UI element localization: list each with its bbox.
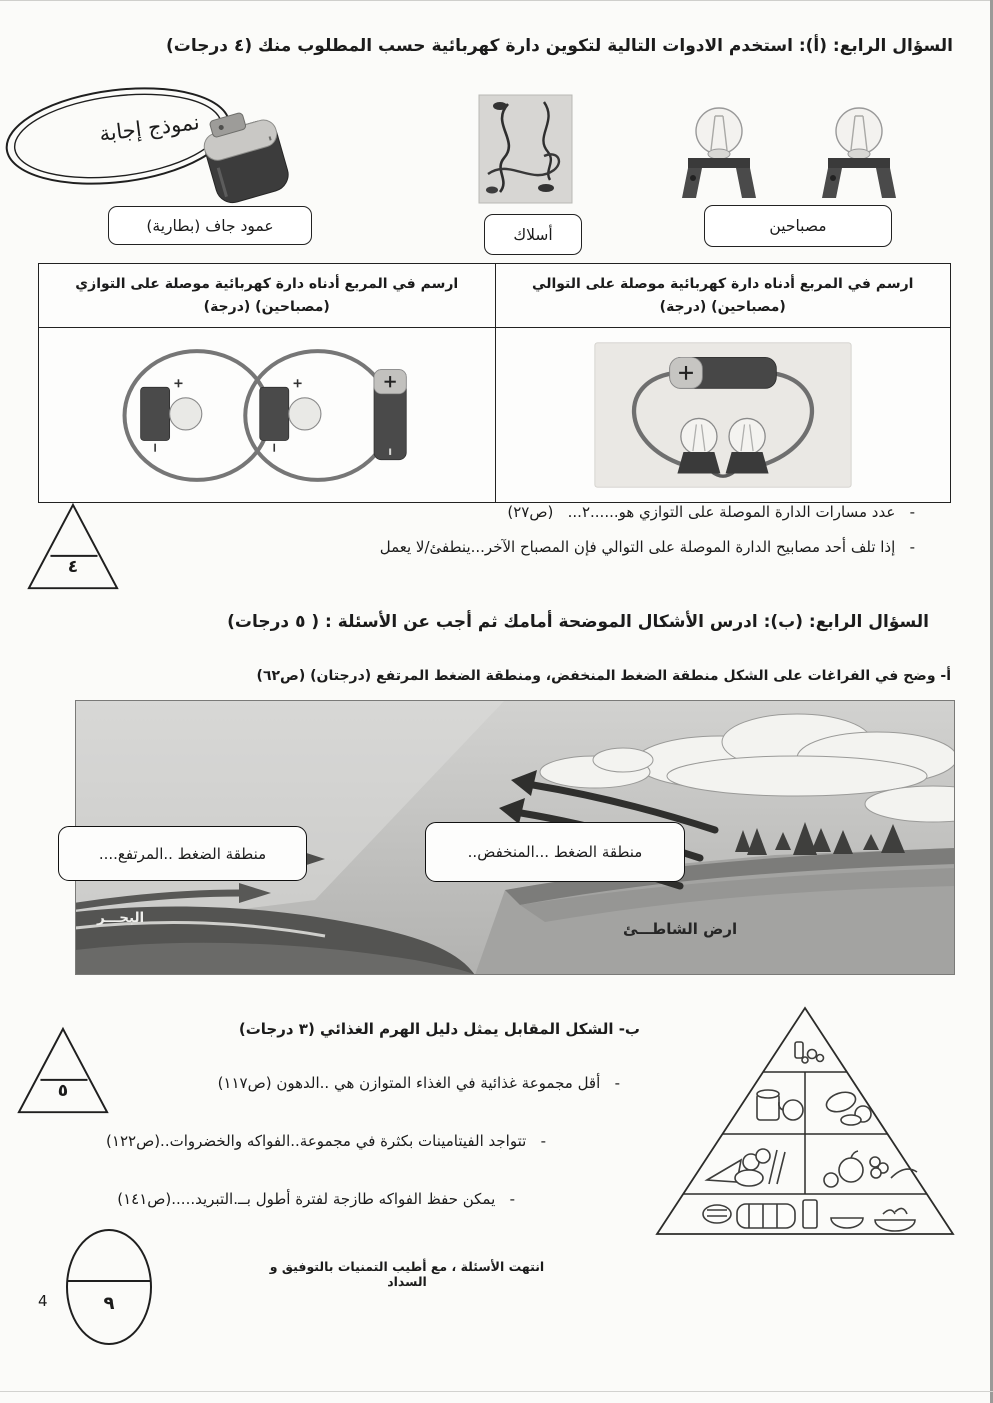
parallel-circuit-image <box>39 328 495 502</box>
triangle-icon <box>24 500 122 594</box>
wires-label: أسلاك <box>513 225 553 244</box>
answer-fruit-preservation: - يمكن حفظ الفواكه طازجة لفترة أطول بــ.التبريد.....(ص١٤١) <box>117 1190 515 1208</box>
low-pressure-label: منطقة الضغط ...المنخفض.. <box>467 843 643 861</box>
total-score-badge <box>64 1226 154 1348</box>
series-circuit-header: ارسم في المربع أدناه دارة كهربائية موصلة على التوالي (مصباحين) (درجة) <box>495 264 951 328</box>
triangle-icon <box>14 1024 112 1118</box>
parallel-circuit-header: ارسم في المربع أدناه دارة كهربائية موصلة على التوازي (مصباحين) (درجة) <box>39 264 495 328</box>
low-pressure-label-box <box>425 822 685 882</box>
score-value: ٤ <box>67 556 79 577</box>
answer-vitamins-group: - تتواجد الفيتامينات بكثرة في مجموعة..الفواكه والخضروات..(ص١٢٢) <box>106 1132 546 1150</box>
bulbs-label: مصباحين <box>769 217 827 235</box>
score-value: ٥ <box>57 1080 69 1101</box>
bulb-icon <box>672 100 767 202</box>
bulbs-label-box <box>704 205 892 247</box>
question-a-title: السؤال الرابع: (أ): استخدم الادوات التالية لتكوين دارة كهربائية حسب المطلوب منك (٤ درجات) <box>166 36 953 56</box>
circuit-drawing-table <box>38 263 951 503</box>
question-b-part-b-prompt: ب- الشكل المقابل يمثل دليل الهرم الغذائي (٣ درجات) <box>238 1020 640 1038</box>
answer-fats-group: - أقل مجموعة غذائية في الغذاء المتوازن هي ..الدهون (ص١١٧) <box>217 1074 620 1092</box>
dry-cell-battery-icon <box>190 96 300 204</box>
score-triangle-badge <box>14 1024 112 1122</box>
question-b-part-a-prompt: أ- وضح في الفراغات على الشكل منطقة الضغط المنخفض، ومنطقة الضغط المرتفع (درجتان) (ص٦٢) <box>256 668 951 684</box>
stamp-label: نموذج إجابة <box>98 109 202 147</box>
score-triangle-badge <box>24 500 122 598</box>
wires-label-box <box>484 214 582 255</box>
food-pyramid-figure <box>645 1002 965 1242</box>
scan-edge-bottom <box>0 1391 993 1392</box>
shore-label: ارض الشاطـــئ <box>623 920 738 938</box>
question-b-title: السؤال الرابع: (ب): ادرس الأشكال الموضحة أمامك ثم أجب عن الأسئلة : ( ٥ درجات) <box>227 612 929 632</box>
bulb-icon <box>812 100 907 202</box>
answer-series-bulb: - إذا تلف أحد مصابيح الدارة الموصلة على التوالي فإن المصباح الآخر...ينطفئ/لا يعمل <box>379 538 915 556</box>
series-circuit-image <box>495 328 951 502</box>
scan-edge-top <box>0 0 993 1</box>
ellipse-icon <box>64 1226 154 1348</box>
page-number: 4 <box>38 1292 48 1310</box>
wires-icon <box>478 94 573 204</box>
high-pressure-label: منطقة الضغط ..المرتفع.... <box>98 844 267 863</box>
battery-label: عمود جاف (بطارية) <box>146 216 274 235</box>
end-of-questions-note: انتهت الأسئلة ، مع أطيب التمنيات بالتوفيق و السداد <box>269 1259 545 1289</box>
sea-breeze-figure <box>75 700 955 975</box>
battery-label-box <box>108 206 312 245</box>
high-pressure-label-box <box>58 826 307 881</box>
total-score-value: ٩ <box>103 1293 115 1315</box>
answer-parallel-paths: - عدد مسارات الدارة الموصلة على التوازي هو......٢... (ص٢٧) <box>507 503 915 521</box>
sea-label: البحـــر <box>97 910 145 926</box>
